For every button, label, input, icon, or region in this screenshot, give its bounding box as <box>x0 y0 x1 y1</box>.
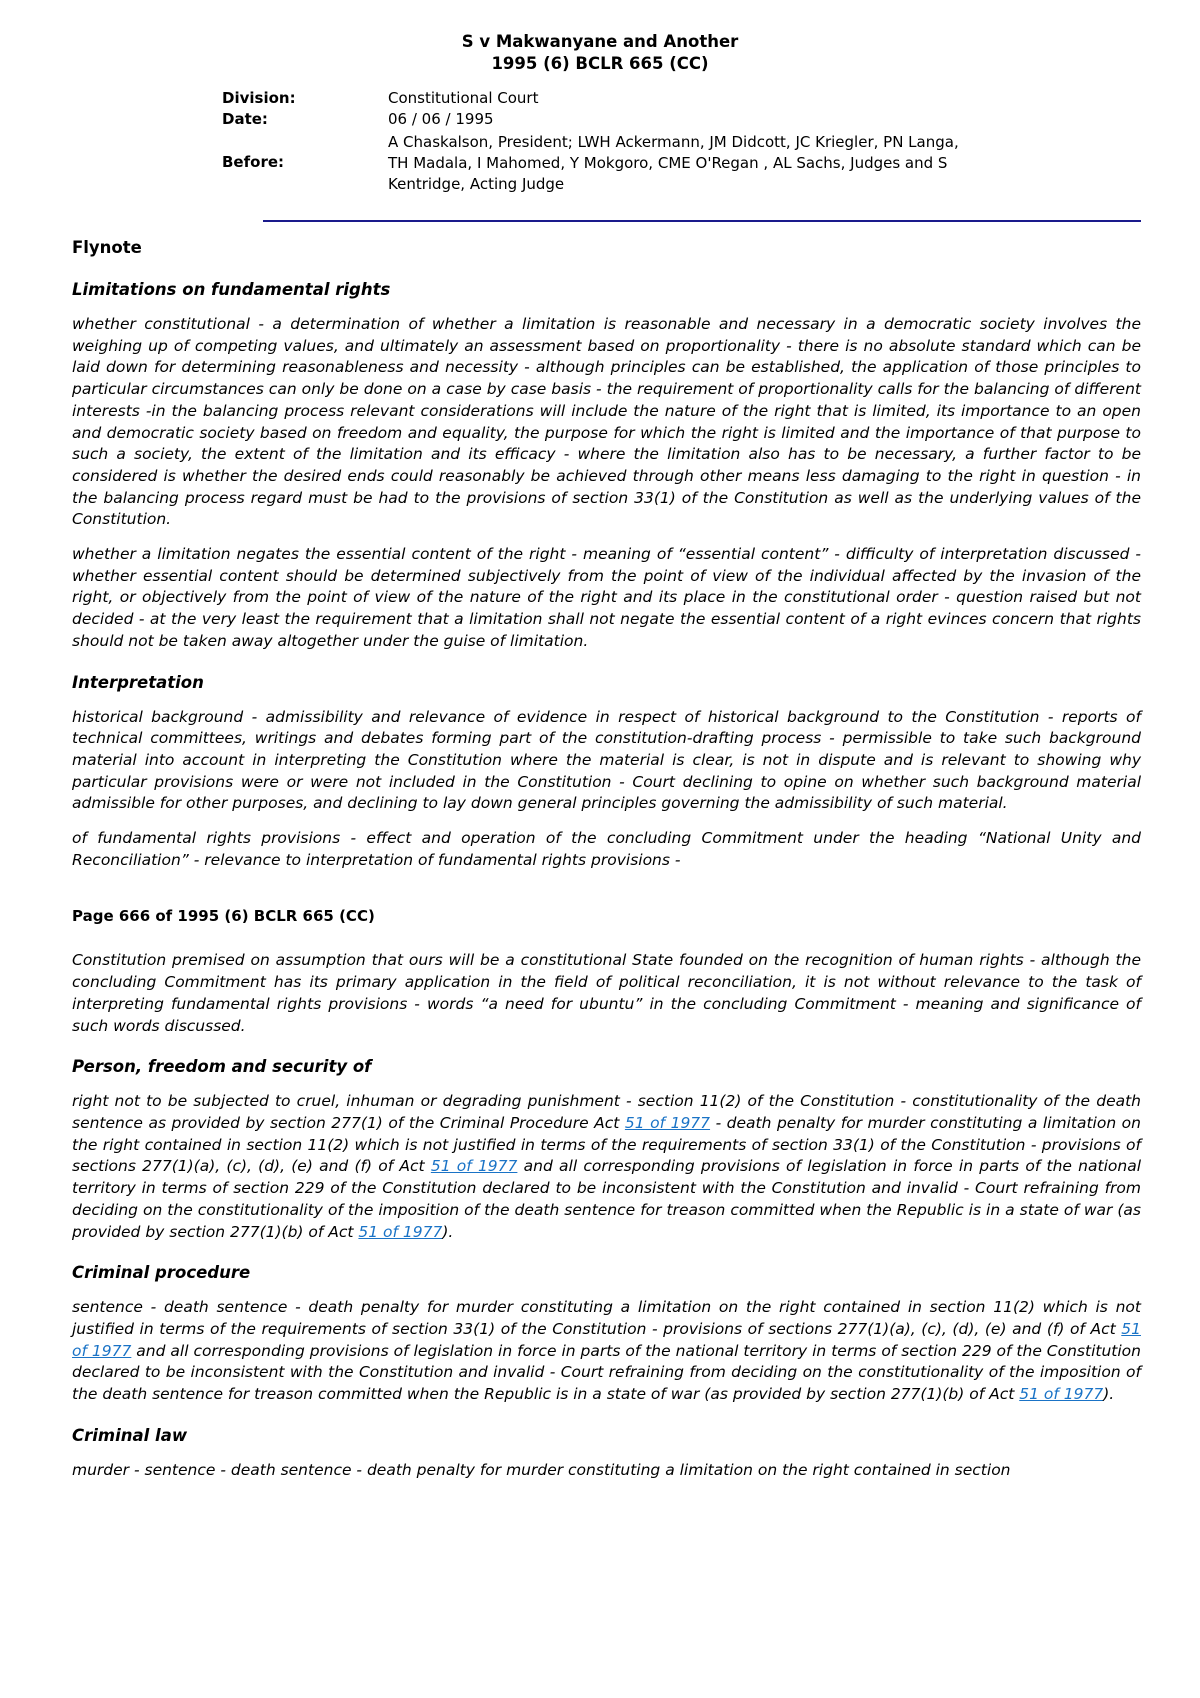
division-label: Division: <box>222 89 296 107</box>
date-row <box>222 109 982 130</box>
before-value: A Chaskalson, President; LWH Ackermann, JM Didcott, JC Kriegler, PN Langa, TH Madala, I Mahomed, Y Mokgoro, CME O'Regan , AL Sachs, Judges and S Kentridge, Acting Judge <box>388 133 959 193</box>
header-divider <box>263 220 1141 222</box>
limitations-paragraph-1: whether constitutional - a determination of whether a limitation is reasonable and necessary in a democratic society involves the weighing up of competing values, and ultimately an assessment based on proportionality - there is no absolute standard which can be laid down for determining reasonableness and necessity - although principles can be established, the application of those principles to particular circumstances can only be done on a case by case basis - the requirement of proportionality calls for the balancing of different interests -in the balancing process relevant considerations will include the nature of the right that is limited, its importance to an open and democratic society based on freedom and equality, the purpose for which the right is limited and the importance of that purpose to such a society, the extent of the limitation and its efficacy - where the limitation also has to be necessary, a further factor to be considered is whether the desired ends could reasonably be achieved through other means less damaging to the right in question - in the balancing process regard must be had to the provisions of section 33(1) of the Constitution as well as the underlying values of the Constitution. <box>72 315 1141 529</box>
act-51-of-1977-link[interactable]: 51 of 1977 <box>430 1157 518 1176</box>
case-citation: 1995 (6) BCLR 665 (CC) <box>491 54 709 73</box>
act-51-of-1977-link[interactable]: 51 of 1977 <box>72 1319 1141 1360</box>
text-segment: ). <box>442 1222 454 1241</box>
section-heading-person-freedom: Person, freedom and security of <box>72 1057 372 1077</box>
case-title: S v Makwanyane and Another <box>461 32 739 51</box>
limitations-paragraph-2: whether a limitation negates the essential content of the right - meaning of “essential content” - difficulty of interpretation discussed - whether essential content should be determined subjectively from the point of view of the individual affected by the invasion of the right, or objectively from the point of view of the nature of the right and its place in the constitutional order - question raised but not decided - at the very least the requirement that a limitation shall not negate the essential content of a right evinces concern that rights should not be taken away altogether under the guise of limitation. <box>72 545 1141 650</box>
text-segment: and all corresponding provisions of legislation in force in parts of the national territory in terms of section 229 of the Constitution declared to be inconsistent with the Constitution and invalid - Court refraining from deciding on the constitutionality of the imposition of the death sentence for treason committed when the Republic is in a state of war (as provided by section 277(1)(b) of Act <box>72 1341 1141 1404</box>
act-51-of-1977-link[interactable]: 51 of 1977 <box>358 1222 443 1241</box>
flynote-label: Flynote <box>72 238 142 257</box>
section-heading-criminal-law: Criminal law <box>72 1425 188 1445</box>
interpretation-paragraph-3: Constitution premised on assumption that ours will be a constitutional State founded on the recognition of human rights - although the concluding Commitment has its primary application in the field of political reconciliation, it is not without relevance to the task of interpreting fundamental rights provisions - words “a need for ubuntu” in the concluding Commitment - meaning and significance of such words discussed. <box>72 951 1141 1035</box>
interpretation-paragraph-2: of fundamental rights provisions - effect and operation of the concluding Commitment under the heading “National Unity and Reconciliation” - relevance to interpretation of fundamental rights provisions - <box>72 829 1141 869</box>
criminal-procedure-paragraph <box>72 1297 1141 1406</box>
text-segment: right not to be subjected to cruel, inhuman or degrading punishment - section 11(2) of the Constitution - constitutionality of the death sentence as provided by section 277(1) of the Criminal Procedure Act <box>72 1092 1141 1132</box>
section-heading-interpretation: Interpretation <box>72 672 204 692</box>
page-break-header: Page 666 of 1995 (6) BCLR 665 (CC) <box>72 907 375 926</box>
before-row <box>222 130 982 195</box>
section-heading-limitations: Limitations on fundamental rights <box>72 280 391 299</box>
flynote-content <box>72 236 1141 1481</box>
person-freedom-paragraph <box>72 1091 1141 1243</box>
division-row <box>222 88 982 109</box>
act-51-of-1977-link[interactable]: 51 of 1977 <box>1019 1385 1104 1404</box>
act-51-of-1977-link[interactable]: 51 of 1977 <box>624 1113 711 1132</box>
division-value: Constitutional Court <box>388 89 539 107</box>
case-metadata-table <box>222 88 982 195</box>
criminal-law-paragraph: murder - sentence - death sentence - death penalty for murder constituting a limitation on the right contained in section <box>72 1460 1011 1479</box>
before-label: Before: <box>222 153 285 171</box>
text-segment: sentence - death sentence - death penalty for murder constituting a limitation on the right contained in section 11(2) which is not justified in terms of the requirements of section 33(1) of the Constitution - provisions of sections 277(1)(a), (c), (d), (e) and (f) of Act <box>72 1298 1141 1338</box>
interpretation-paragraph-1: historical background - admissibility and relevance of evidence in respect of historical background to the Constitution - reports of technical committees, writings and debates forming part of the constitution-drafting process - permissible to take such background material into account in interpreting the Constitution where the material is clear, is not in dispute and is relevant to showing why particular provisions were or were not included in the Constitution - Court declining to opine on whether such background material admissible for other purposes, and declining to lay down general principles governing the admissibility of such material. <box>72 707 1141 813</box>
date-label: Date: <box>222 110 268 128</box>
section-heading-criminal-procedure: Criminal procedure <box>72 1263 251 1283</box>
text-segment: and all corresponding provisions of legislation in force in parts of the national territory in terms of section 229 of the Constitution declared to be inconsistent with the Constitution and invalid - Court refraining from deciding on the constitutionality of the imposition of the death sentence for treason committed when the Republic is in a state of war (as provided by section 277(1)(b) of Act <box>72 1157 1141 1241</box>
text-segment: ). <box>1103 1385 1115 1404</box>
date-value: 06 / 06 / 1995 <box>388 110 494 128</box>
text-segment: - death penalty for murder constituting a limitation on the right contained in section 11(2) which is not justified in terms of the requirements of section 33(1) of the Constitution - provisions of sections 277(1)(a), (c), (d), (e) and (f) of Act <box>72 1113 1141 1176</box>
